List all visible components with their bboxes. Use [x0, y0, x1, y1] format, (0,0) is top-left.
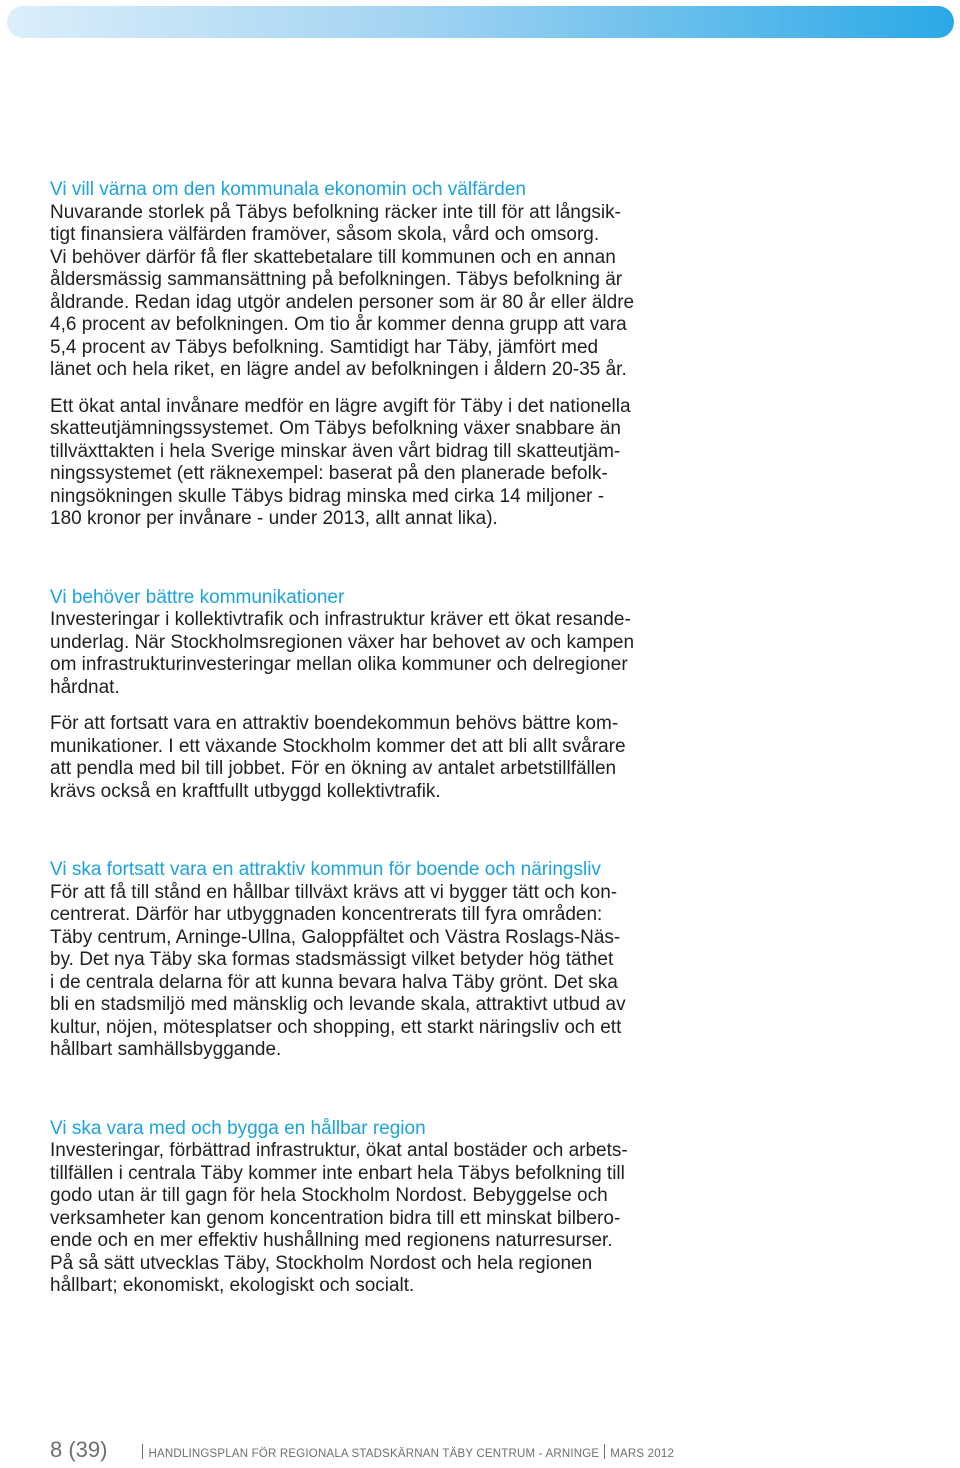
paragraph: För att få till stånd en hållbar tillväxt krävs att vi bygger tätt och kon- centrerat. Därför har utbyggnaden koncentrerats till fyra områden: Täby centrum, Arninge-Ullna, Galoppfältet och Västra Roslags-Näs- by. Det nya Täby ska formas stadsmässigt vilket betyder hög täthet i de centrala delarna för att kunna bevara halva Täby grönt. Det ska bli en stadsmiljö med mänsklig och levande skala, attraktivt utbud av kultur, nöjen, mötesplatser och shopping, ett starkt näringsliv och ett hållbart samhällsbyggande. — [50, 881, 626, 1060]
section-sustainable-region — [50, 1118, 710, 1298]
paragraph: Ett ökat antal invånare medför en lägre avgift för Täby i det nationella skatteutjämningssystemet. Om Täbys befolkning växer snabbare än tillväxttakten i hela Sverige minskar även vårt bidrag till skatteutjäm- ningssystemet (ett räknexempel: baserat på den planerade befolk- ningsökningen skulle Täbys bidrag minska med cirka 14 miljoner - 180 kronor per invånare - under 2013, allt annat lika). — [50, 395, 631, 529]
section-attractive-municipality — [50, 859, 710, 1062]
document-date: MARS 2012 — [610, 1448, 675, 1460]
footer-text — [137, 1444, 674, 1460]
footer-divider — [142, 1444, 143, 1459]
section-heading: Vi behöver bättre kommunikationer — [50, 586, 345, 608]
main-content — [50, 179, 710, 1354]
paragraph: Nuvarande storlek på Täbys befolkning räcker inte till för att långsik- tigt finansiera välfärden framöver, såsom skola, vård och omsorg. Vi behöver därför få fler skattebetalare till kommunen och en annan åldersmässig sammansättning på befolkningen. Täbys befolkning är åldrande. Redan idag utgör andelen personer som är 80 år eller äldre 4,6 procent av befolkningen. Om tio år kommer denna grupp att vara 5,4 procent av Täbys befolkning. Samtidigt har Täby, jämfört med länet och hela riket, en lägre andel av befolkningen i åldern 20-35 år. — [50, 201, 635, 380]
section-heading: Vi vill värna om den kommunala ekonomin och välfärden — [50, 179, 526, 200]
section-heading: Vi ska vara med och bygga en hållbar region — [50, 1117, 426, 1139]
footer-divider — [604, 1444, 605, 1459]
page-number: 8 (39) — [50, 1437, 108, 1462]
section-heading: Vi ska fortsatt vara en attraktiv kommun för boende och näringsliv — [50, 859, 601, 880]
paragraph: För att fortsatt vara en attraktiv boendekommun behövs bättre kom- munikationer. I ett växande Stockholm kommer det att bli allt svårare att pendla med bil till jobbet. För en ökning av antalet arbetstillfällen krävs också en kraftfullt utbyggd kollektivtrafik. — [50, 713, 626, 802]
page-footer — [50, 1437, 674, 1467]
paragraph: Investeringar i kollektivtrafik och infrastruktur kräver ett ökat resande- underlag. När Stockholmsregionen växer har behovet av och kampen om infrastrukturinvesteringar mellan olika kommuner och delregioner hårdnat. — [50, 609, 635, 698]
section-communications — [50, 587, 710, 804]
paragraph: Investeringar, förbättrad infrastruktur, ökat antal bostäder och arbets- tillfällen i centrala Täby kommer inte enbart hela Täbys befolkning till godo utan är till gagn för hela Stockholm Nordost. Bebyggelse och verksamheter kan genom koncentration bidra till ett minskat bilbero- ende och en mer effektiv hushållning med regionens naturresurser. På så sätt utvecklas Täby, Stockholm Nordost och hela regionen hållbart; ekonomiskt, ekologiskt och socialt. — [50, 1140, 628, 1296]
top-decorative-bar — [7, 6, 954, 38]
section-economy — [50, 179, 710, 531]
document-title: HANDLINGSPLAN FÖR REGIONALA STADSKÄRNAN TÄBY CENTRUM - ARNINGE — [148, 1448, 600, 1460]
